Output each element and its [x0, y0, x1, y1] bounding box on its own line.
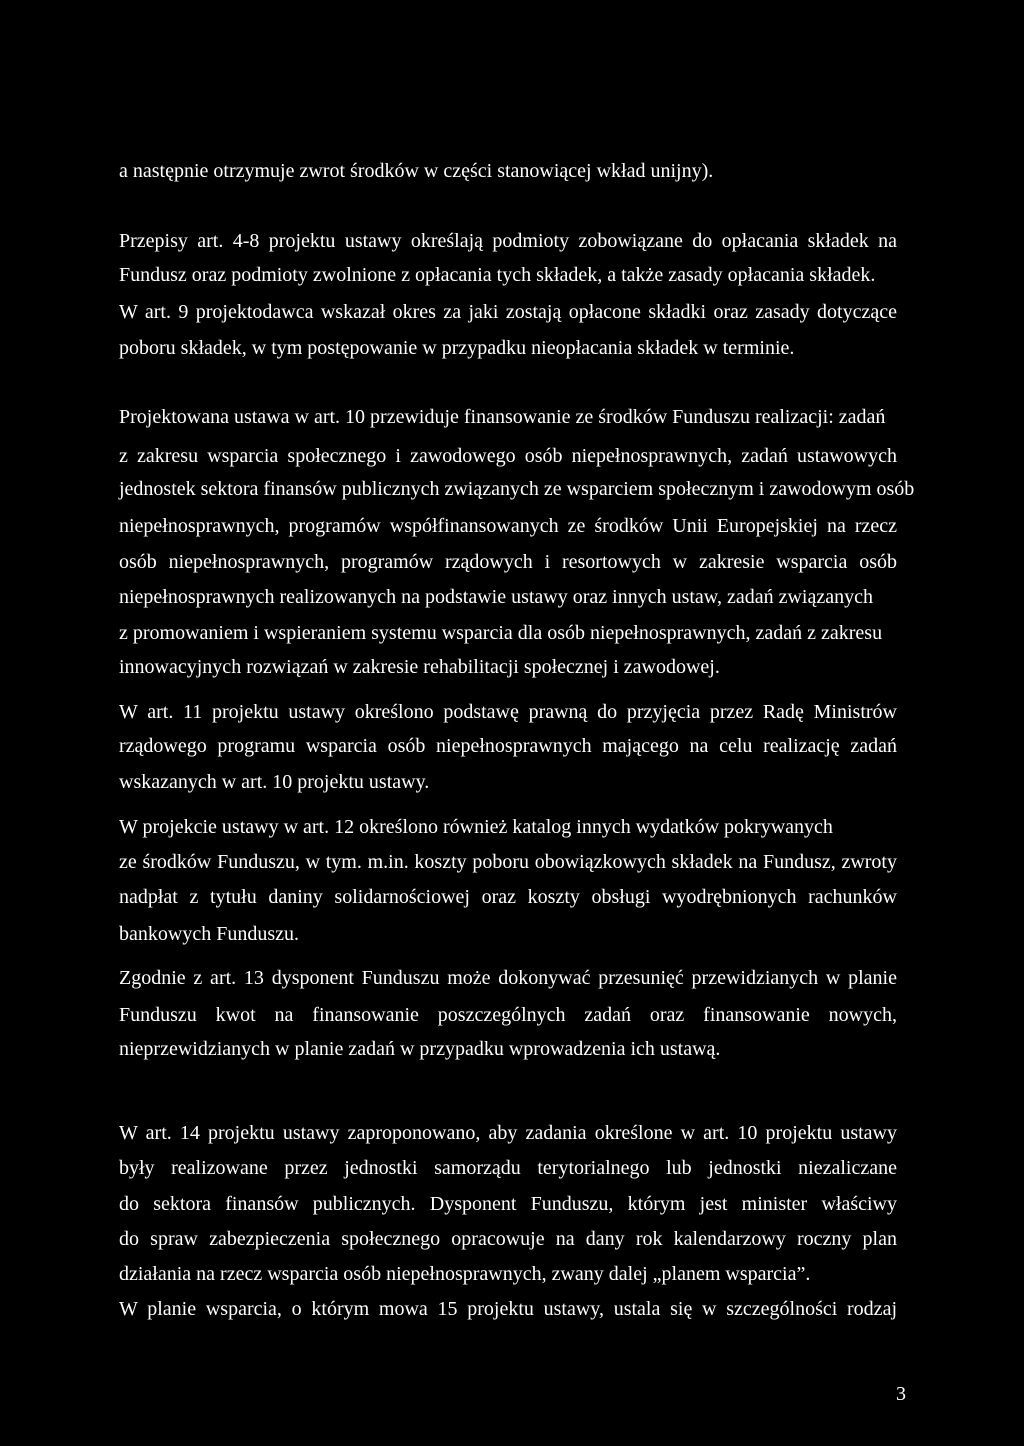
text-line-7: z zakresu wsparcia społecznego i zawodowego osób niepełnosprawnych, zadań ustawowych — [119, 445, 897, 467]
text-line-29: W planie wsparcia, o którym mowa 15 projektu ustawy, ustala się w szczególności rodzaj — [119, 1298, 897, 1320]
text-line-10: osób niepełnosprawnych, programów rządowych i resortowych w zakresie wsparcia osób — [119, 551, 897, 573]
text-line-15: rządowego programu wsparcia osób niepełnosprawnych mającego na celu realizację zadań — [119, 735, 897, 757]
text-line-18: ze środków Funduszu, w tym. m.in. koszty poboru obowiązkowych składek na Fundusz, zwroty — [119, 851, 897, 873]
text-line-25: były realizowane przez jednostki samorządu terytorialnego lub jednostki niezaliczane — [119, 1157, 897, 1179]
text-line-26: do sektora finansów publicznych. Dysponent Funduszu, którym jest minister właściwy — [119, 1193, 897, 1215]
text-line-22: Funduszu kwot na finansowanie poszczególnych zadań oraz finansowanie nowych, — [119, 1004, 897, 1026]
text-line-21: Zgodnie z art. 13 dysponent Funduszu może dokonywać przesunięć przewidzianych w planie — [119, 967, 897, 989]
text-line-14: W art. 11 projektu ustawy określono podstawę prawną do przyjęcia przez Radę Ministrów — [119, 701, 897, 723]
text-line-23: nieprzewidzianych w planie zadań w przypadku wprowadzenia ich ustawą. — [119, 1038, 721, 1060]
text-line-5: poboru składek, w tym postępowanie w przypadku nieopłacania składek w terminie. — [119, 337, 795, 359]
text-line-8: jednostek sektora finansów publicznych związanych ze wsparciem społecznym i zawodowym osób — [119, 478, 915, 500]
text-line-19: nadpłat z tytułu daniny solidarnościowej oraz koszty obsługi wyodrębnionych rachunków — [119, 886, 897, 908]
text-line-1: a następnie otrzymuje zwrot środków w części stanowiącej wkład unijny). — [119, 160, 714, 182]
text-line-3: Fundusz oraz podmioty zwolnione z opłacania tych składek, a także zasady opłacania składek. — [119, 264, 876, 286]
text-line-12: z promowaniem i wspieraniem systemu wsparcia dla osób niepełnosprawnych, zadań z zakresu — [119, 622, 883, 644]
text-line-9: niepełnosprawnych, programów współfinansowanych ze środków Unii Europejskiej na rzecz — [119, 515, 897, 537]
text-line-6: Projektowana ustawa w art. 10 przewiduje finansowanie ze środków Funduszu realizacji: zadań — [119, 406, 886, 428]
text-line-13: innowacyjnych rozwiązań w zakresie rehabilitacji społecznej i zawodowej. — [119, 656, 720, 678]
text-line-17: W projekcie ustawy w art. 12 określono również katalog innych wydatków pokrywanych — [119, 816, 833, 838]
text-line-24: W art. 14 projektu ustawy zaproponowano, aby zadania określone w art. 10 projektu ustawy — [119, 1122, 897, 1144]
text-line-16: wskazanych w art. 10 projektu ustawy. — [119, 771, 430, 793]
text-line-2: Przepisy art. 4-8 projektu ustawy określają podmioty zobowiązane do opłacania składek na — [119, 230, 897, 252]
text-line-27: do spraw zabezpieczenia społecznego opracowuje na dany rok kalendarzowy roczny plan — [119, 1228, 897, 1250]
text-line-20: bankowych Funduszu. — [119, 923, 299, 945]
text-line-11: niepełnosprawnych realizowanych na podstawie ustawy oraz innych ustaw, zadań związanych — [119, 586, 873, 608]
text-line-28: działania na rzecz wsparcia osób niepełnosprawnych, zwany dalej „planem wsparcia”. — [119, 1263, 811, 1285]
page-number: 3 — [896, 1383, 906, 1405]
text-line-4: W art. 9 projektodawca wskazał okres za jaki zostają opłacone składki oraz zasady dotyczące — [119, 301, 897, 323]
